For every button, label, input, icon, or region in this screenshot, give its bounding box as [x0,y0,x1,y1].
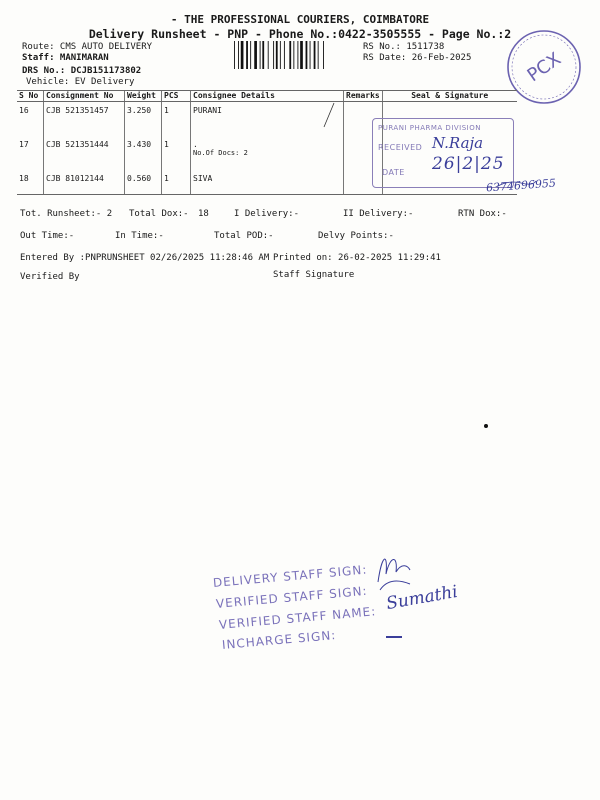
rs-date: RS Date: 26-Feb-2025 [363,53,472,63]
col-sno: S No [17,91,44,102]
staff-signature: Staff Signature [273,270,355,280]
company-title: - THE PROFESSIONAL COURIERS, COIMBATORE [170,13,430,26]
cell-consignment: CJB 81012144 [44,170,125,195]
printed-on: Printed on: 26-02-2025 11:29:41 [273,253,441,263]
total-dox-label: Total Dox:- [129,209,189,219]
total-dox-value: 18 [198,209,209,219]
col-remarks: Remarks [344,91,383,102]
barcode [234,41,356,69]
pcx-stamp-text: PCX [523,48,565,87]
route: Route: CMS AUTO DELIVERY [22,42,153,52]
received-stamp-company: PURANI PHARMA DIVISION [378,124,481,132]
col-weight: Weight [125,91,162,102]
cell-consignment: CJB 521351457 [44,102,125,127]
pen-slash-mark [322,102,336,128]
verified-staff-name: VERIFIED STAFF NAME: [218,604,377,632]
received-label: RECEIVED [378,143,423,152]
consignee-text: . [193,140,198,149]
staff: Staff: MANIMARAN [22,53,109,63]
cell-pcs: 1 [162,126,191,170]
col-seal: Seal & Signature [382,91,517,102]
ii-delivery: II Delivery:- [343,209,414,219]
col-pcs: PCS [162,91,191,102]
cell-consignment: CJB 521351444 [44,126,125,170]
rtn-dox: RTN Dox:- [458,209,507,219]
cell-weight: 3.430 [125,126,162,170]
pen-scribble-mark [497,178,537,188]
entered-by: Entered By :PNPRUNSHEET 02/26/2025 11:28:46 AM [20,253,270,263]
handwritten-phone: 6374696955 [485,176,557,195]
col-consignee: Consignee Details [191,91,344,102]
out-time: Out Time:- [20,231,75,241]
received-signature: N.Raja [432,134,484,152]
handwritten-signature-scribble [374,548,414,593]
cell-consignee: PURANI [191,102,344,127]
handwritten-date: 26|2|25 [432,154,505,174]
cell-pcs: 1 [162,170,191,195]
delvy-points: Delvy Points:- [318,231,394,241]
runsheet-title: Delivery Runsheet - PNP - Phone No.:0422-3505555 - Page No.:2 [88,27,512,41]
tot-runsheet: Tot. Runsheet:- 2 [20,209,113,219]
ink-dot [484,424,488,428]
pen-dash-mark [386,636,402,638]
drs-number: DRS No.: DCJB151173802 [22,66,142,76]
incharge-sign: INCHARGE SIGN: [221,628,337,652]
cell-weight: 0.560 [125,170,162,195]
docs-count: No.Of Docs: 2 [193,149,248,157]
cell-consignee [191,126,344,170]
cell-consignee: SIVA [191,170,344,195]
date-label: DATE [382,168,405,177]
i-delivery: I Delivery:- [234,209,300,219]
in-time: In Time:- [115,231,164,241]
vehicle: Vehicle: EV Delivery [26,77,135,87]
cell-sno: 16 [19,106,29,115]
handwritten-name: Sumathi [384,581,460,615]
cell-sno: 18 [17,170,44,195]
cell-weight: 3.250 [125,102,162,127]
table-header-row [17,91,517,102]
delivery-staff-sign: DELIVERY STAFF SIGN: [212,562,368,590]
rs-number: RS No.: 1511738 [363,42,445,52]
verified-by: Verified By [20,272,80,282]
col-consignment: Consignment No [44,91,125,102]
cell-sno: 17 [19,140,29,149]
total-pod: Total POD:- [214,231,274,241]
cell-pcs: 1 [162,102,191,127]
verified-staff-sign: VERIFIED STAFF SIGN: [215,583,369,611]
